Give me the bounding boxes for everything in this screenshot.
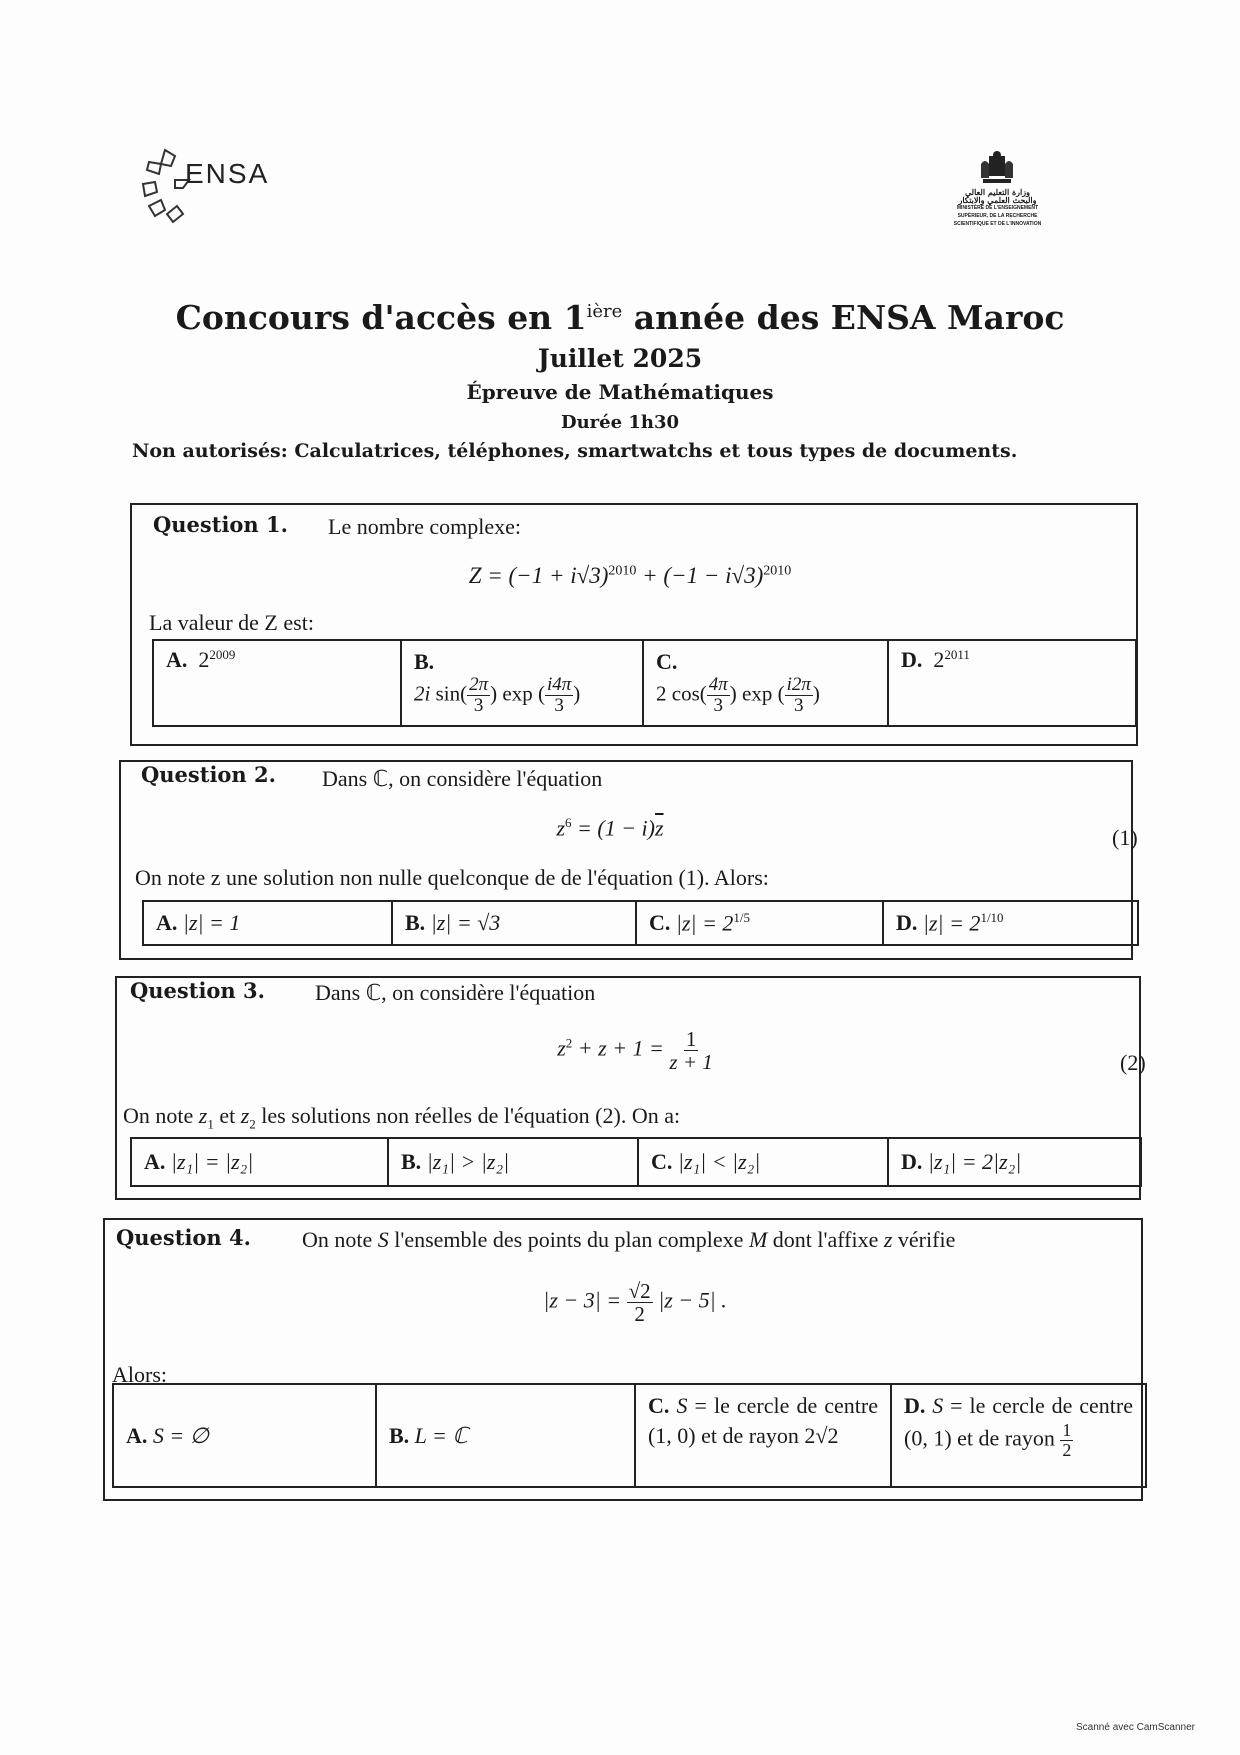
ensa-logo — [135, 140, 295, 230]
q1-option-a[interactable]: A. 2 $^{2009}$ — [154, 641, 402, 725]
q4-option-c[interactable]: C. S = le cercle de centre (1, 0) et de rayon 2√2 — [636, 1385, 892, 1486]
exam-rules: Non autorisés: Calculatrices, téléphones, smartwatchs et tous types de documents. — [132, 440, 1018, 462]
question-4-equation: |z − 3| = $\frac{√2}{2}$ |z − 5| . — [543, 1279, 727, 1327]
question-4-label: Question 4. — [116, 1225, 251, 1250]
question-1-text: Le nombre complexe: — [328, 514, 522, 539]
q4-option-b[interactable]: B. L = ℂ — [377, 1385, 636, 1486]
question-3-prompt: On note $z_1$ et $z_2$ les solutions non réelles de l'équation (2). On a: — [123, 1103, 681, 1132]
question-3-label: Question 3. — [130, 978, 265, 1003]
q2-option-d[interactable]: D. $|z| = 2^{1/10}$ — [896, 909, 1004, 936]
title-sup: ière — [586, 301, 623, 322]
question-1-prompt: La valeur de Z est: — [149, 610, 314, 635]
question-3-equation: $z^2 + z + 1$ = $\frac{1}{z + 1}$ — [557, 1027, 713, 1075]
q1-option-d[interactable]: D. 2 $^{2011}$ — [901, 647, 970, 672]
coat-of-arms-icon — [977, 150, 1017, 186]
question-2-eq-number: (1) — [1112, 825, 1138, 850]
question-2-text: Dans ℂ, on considère l'équation — [322, 766, 603, 791]
exam-subject: Épreuve de Mathématiques — [466, 380, 774, 404]
question-2-label: Question 2. — [141, 762, 276, 787]
q1-option-c[interactable]: C. 2 cos( $\frac{4\pi}{3}$ ) exp ( $\frac{i2\pi}{3}$ ) — [644, 641, 889, 725]
q3-option-a[interactable]: A. |z₁| = |z₂| — [132, 1139, 389, 1185]
ministry-line-ar-2: والبحث العلمي والابتكار — [958, 195, 1037, 205]
q2-option-b[interactable]: B. |z| = √3 — [393, 902, 637, 944]
exam-duration: Durée 1h30 — [560, 412, 679, 433]
question-1-options — [152, 639, 1137, 727]
ministry-line-fr-1: MINISTÈRE DE L'ENSEIGNEMENT — [956, 205, 1039, 211]
question-4-prompt: Alors: — [112, 1362, 167, 1387]
q2-option-a[interactable]: A. |z| = 1 — [144, 902, 393, 944]
ministry-line-ar-1: وزارة التعليم العالي — [965, 187, 1030, 197]
question-2-equation: $z^6 = (1 - i)\overline{z}$ — [556, 815, 664, 841]
q3-option-d[interactable]: D. |z₁| = 2|z₂| — [901, 1149, 1022, 1174]
question-4-options — [112, 1383, 1147, 1488]
ministry-line-fr-2: SUPÉRIEUR, DE LA RECHERCHE — [957, 213, 1038, 219]
ensa-logo-text: ENSA — [185, 158, 270, 189]
q3-option-b[interactable]: B. |z₁| > |z₂| — [389, 1139, 639, 1185]
q4-option-d[interactable]: D. S = le cercle de centre (0, 1) et de rayon $\frac{1}{2}$ — [904, 1393, 1134, 1460]
q2-option-c[interactable]: C. $|z| = 2^{1/5}$ — [637, 902, 884, 944]
q3-option-c[interactable]: C. |z₁| < |z₂| — [639, 1139, 889, 1185]
ministry-line-fr-3: SCIENTIFIQUE ET DE L'INNOVATION — [953, 221, 1042, 227]
question-2-prompt: On note z une solution non nulle quelconque de de l'équation (1). Alors: — [135, 865, 769, 890]
q1-option-b[interactable]: B. 2i sin( $\frac{2\pi}{3}$ ) exp ( $\frac{i4\pi}{3}$ ) — [402, 641, 644, 725]
exam-title — [0, 298, 1240, 337]
question-1-label: Question 1. — [153, 512, 288, 537]
title-rest: année des ENSA Maroc — [622, 298, 1065, 337]
question-2-options — [142, 900, 1139, 946]
question-3-text: Dans ℂ, on considère l'équation — [315, 980, 596, 1005]
question-3-eq-number: (2) — [1120, 1050, 1146, 1075]
title-main: Concours d'accès en 1 — [175, 298, 587, 337]
ministry-emblem — [935, 150, 1060, 235]
scanner-footer: Scanné avec CamScanner — [1076, 1722, 1195, 1733]
question-3-options — [130, 1137, 1142, 1187]
question-1-equation: $Z = (-1 + i√3)^{2010} + (-1 - i√3)^{2010}$ — [468, 563, 792, 588]
question-4-text: On note S l'ensemble des points du plan complexe M dont l'affixe z vérifie — [302, 1227, 956, 1252]
q4-option-a[interactable]: A. S = ∅ — [114, 1385, 377, 1486]
exam-date: Juillet 2025 — [537, 344, 703, 373]
